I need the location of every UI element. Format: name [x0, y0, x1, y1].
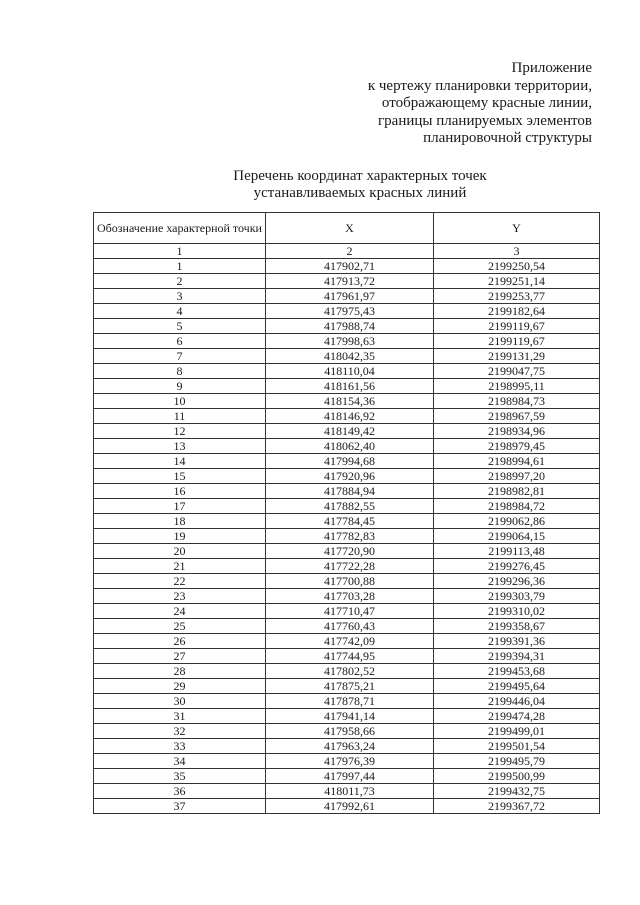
table-row — [94, 559, 600, 574]
header-y: Y — [434, 213, 600, 244]
y-coordinate-cell: 2198984,73 — [434, 394, 600, 409]
x-coordinate-cell: 417720,90 — [266, 544, 434, 559]
y-coordinate-cell: 2199113,48 — [434, 544, 600, 559]
point-number-cell: 5 — [94, 319, 266, 334]
table-row — [94, 499, 600, 514]
y-coordinate-cell: 2199358,67 — [434, 619, 600, 634]
y-coordinate-cell: 2198967,59 — [434, 409, 600, 424]
coordinates-table — [93, 212, 600, 814]
table-row — [94, 604, 600, 619]
point-number-cell: 22 — [94, 574, 266, 589]
y-coordinate-cell: 2199276,45 — [434, 559, 600, 574]
y-coordinate-cell: 2199474,28 — [434, 709, 600, 724]
y-coordinate-cell: 2199182,64 — [434, 304, 600, 319]
x-coordinate-cell: 417998,63 — [266, 334, 434, 349]
x-coordinate-cell: 417878,71 — [266, 694, 434, 709]
point-number-cell: 8 — [94, 364, 266, 379]
table-row — [94, 409, 600, 424]
point-number-cell: 25 — [94, 619, 266, 634]
table-header-row — [94, 213, 600, 244]
x-coordinate-cell: 418149,42 — [266, 424, 434, 439]
y-coordinate-cell: 2199251,14 — [434, 274, 600, 289]
table-row — [94, 634, 600, 649]
table-row — [94, 394, 600, 409]
table-row — [94, 754, 600, 769]
y-coordinate-cell: 2199303,79 — [434, 589, 600, 604]
point-number-cell: 34 — [94, 754, 266, 769]
table-row — [94, 274, 600, 289]
point-number-cell: 12 — [94, 424, 266, 439]
x-coordinate-cell: 417961,97 — [266, 289, 434, 304]
table-row — [94, 619, 600, 634]
point-number-cell: 32 — [94, 724, 266, 739]
point-number-cell: 20 — [94, 544, 266, 559]
table-row — [94, 484, 600, 499]
point-number-cell: 37 — [94, 799, 266, 814]
point-number-cell: 18 — [94, 514, 266, 529]
x-coordinate-cell: 417941,14 — [266, 709, 434, 724]
appendix-caption — [368, 60, 592, 148]
y-coordinate-cell: 2199296,36 — [434, 574, 600, 589]
header-x: X — [266, 213, 434, 244]
point-number-cell: 23 — [94, 589, 266, 604]
table-row — [94, 574, 600, 589]
point-number-cell: 15 — [94, 469, 266, 484]
point-number-cell: 7 — [94, 349, 266, 364]
y-coordinate-cell: 2198997,20 — [434, 469, 600, 484]
point-number-cell: 33 — [94, 739, 266, 754]
y-coordinate-cell: 2199432,75 — [434, 784, 600, 799]
y-coordinate-cell: 2198934,96 — [434, 424, 600, 439]
x-coordinate-cell: 417976,39 — [266, 754, 434, 769]
table-row — [94, 544, 600, 559]
x-coordinate-cell: 417975,43 — [266, 304, 434, 319]
point-number-cell: 21 — [94, 559, 266, 574]
x-coordinate-cell: 417882,55 — [266, 499, 434, 514]
table-row — [94, 649, 600, 664]
x-coordinate-cell: 418042,35 — [266, 349, 434, 364]
x-coordinate-cell: 417782,83 — [266, 529, 434, 544]
x-coordinate-cell: 417902,71 — [266, 259, 434, 274]
point-number-cell: 27 — [94, 649, 266, 664]
table-row — [94, 259, 600, 274]
x-coordinate-cell: 418161,56 — [266, 379, 434, 394]
y-coordinate-cell: 2199495,64 — [434, 679, 600, 694]
point-number-cell: 30 — [94, 694, 266, 709]
table-row — [94, 709, 600, 724]
table-row — [94, 769, 600, 784]
point-number-cell: 28 — [94, 664, 266, 679]
x-coordinate-cell: 417958,66 — [266, 724, 434, 739]
table-row — [94, 679, 600, 694]
table-row — [94, 589, 600, 604]
point-number-cell: 19 — [94, 529, 266, 544]
table-body — [94, 259, 600, 814]
y-coordinate-cell: 2198982,81 — [434, 484, 600, 499]
x-coordinate-cell: 417722,28 — [266, 559, 434, 574]
x-coordinate-cell: 417700,88 — [266, 574, 434, 589]
x-coordinate-cell: 417920,96 — [266, 469, 434, 484]
point-number-cell: 6 — [94, 334, 266, 349]
y-coordinate-cell: 2199367,72 — [434, 799, 600, 814]
x-coordinate-cell: 417784,45 — [266, 514, 434, 529]
table-row — [94, 364, 600, 379]
y-coordinate-cell: 2199062,86 — [434, 514, 600, 529]
table-row — [94, 664, 600, 679]
point-number-cell: 29 — [94, 679, 266, 694]
x-coordinate-cell: 417760,43 — [266, 619, 434, 634]
x-coordinate-cell: 418011,73 — [266, 784, 434, 799]
point-number-cell: 36 — [94, 784, 266, 799]
x-coordinate-cell: 417884,94 — [266, 484, 434, 499]
x-coordinate-cell: 417802,52 — [266, 664, 434, 679]
index-cell: 2 — [266, 244, 434, 259]
x-coordinate-cell: 417742,09 — [266, 634, 434, 649]
y-coordinate-cell: 2199047,75 — [434, 364, 600, 379]
x-coordinate-cell: 417703,28 — [266, 589, 434, 604]
table-row — [94, 469, 600, 484]
index-cell: 3 — [434, 244, 600, 259]
table-index-row — [94, 244, 600, 259]
point-number-cell: 31 — [94, 709, 266, 724]
point-number-cell: 17 — [94, 499, 266, 514]
x-coordinate-cell: 417992,61 — [266, 799, 434, 814]
y-coordinate-cell: 2199391,36 — [434, 634, 600, 649]
point-number-cell: 35 — [94, 769, 266, 784]
y-coordinate-cell: 2198995,11 — [434, 379, 600, 394]
table-row — [94, 739, 600, 754]
table-row — [94, 694, 600, 709]
point-number-cell: 3 — [94, 289, 266, 304]
title-line: Перечень координат характерных точек — [233, 168, 487, 184]
table-row — [94, 424, 600, 439]
y-coordinate-cell: 2199446,04 — [434, 694, 600, 709]
table-row — [94, 439, 600, 454]
point-number-cell: 2 — [94, 274, 266, 289]
y-coordinate-cell: 2199453,68 — [434, 664, 600, 679]
point-number-cell: 10 — [94, 394, 266, 409]
table-row — [94, 379, 600, 394]
table-row — [94, 349, 600, 364]
x-coordinate-cell: 417988,74 — [266, 319, 434, 334]
index-cell: 1 — [94, 244, 266, 259]
x-coordinate-cell: 417963,24 — [266, 739, 434, 754]
y-coordinate-cell: 2198979,45 — [434, 439, 600, 454]
x-coordinate-cell: 417875,21 — [266, 679, 434, 694]
y-coordinate-cell: 2199253,77 — [434, 289, 600, 304]
table-row — [94, 784, 600, 799]
x-coordinate-cell: 418110,04 — [266, 364, 434, 379]
table-row — [94, 799, 600, 814]
title-line: устанавливаемых красных линий — [253, 185, 467, 201]
x-coordinate-cell: 417913,72 — [266, 274, 434, 289]
appendix-line: Приложение — [511, 60, 592, 76]
x-coordinate-cell: 418062,40 — [266, 439, 434, 454]
y-coordinate-cell: 2199064,15 — [434, 529, 600, 544]
point-number-cell: 9 — [94, 379, 266, 394]
appendix-line: планировочной структуры — [423, 130, 592, 146]
point-number-cell: 24 — [94, 604, 266, 619]
header-point: Обозначение характерной точки — [94, 213, 266, 244]
x-coordinate-cell: 417994,68 — [266, 454, 434, 469]
appendix-line: границы планируемых элементов — [378, 112, 592, 129]
table-row — [94, 514, 600, 529]
x-coordinate-cell: 417710,47 — [266, 604, 434, 619]
y-coordinate-cell: 2199499,01 — [434, 724, 600, 739]
appendix-line: отображающему красные линии, — [381, 95, 592, 111]
point-number-cell: 4 — [94, 304, 266, 319]
table-row — [94, 304, 600, 319]
y-coordinate-cell: 2199250,54 — [434, 259, 600, 274]
y-coordinate-cell: 2199119,67 — [434, 319, 600, 334]
appendix-line: к чертежу планировки территории, — [367, 77, 592, 94]
point-number-cell: 13 — [94, 439, 266, 454]
y-coordinate-cell: 2198994,61 — [434, 454, 600, 469]
y-coordinate-cell: 2199131,29 — [434, 349, 600, 364]
y-coordinate-cell: 2198984,72 — [434, 499, 600, 514]
y-coordinate-cell: 2199495,79 — [434, 754, 600, 769]
table-row — [94, 724, 600, 739]
x-coordinate-cell: 418154,36 — [266, 394, 434, 409]
document-title — [0, 168, 640, 202]
table-row — [94, 454, 600, 469]
x-coordinate-cell: 417744,95 — [266, 649, 434, 664]
point-number-cell: 11 — [94, 409, 266, 424]
point-number-cell: 14 — [94, 454, 266, 469]
x-coordinate-cell: 417997,44 — [266, 769, 434, 784]
y-coordinate-cell: 2199501,54 — [434, 739, 600, 754]
y-coordinate-cell: 2199394,31 — [434, 649, 600, 664]
point-number-cell: 16 — [94, 484, 266, 499]
y-coordinate-cell: 2199310,02 — [434, 604, 600, 619]
point-number-cell: 1 — [94, 259, 266, 274]
table-row — [94, 529, 600, 544]
table-row — [94, 334, 600, 349]
y-coordinate-cell: 2199119,67 — [434, 334, 600, 349]
point-number-cell: 26 — [94, 634, 266, 649]
table-row — [94, 319, 600, 334]
table-row — [94, 289, 600, 304]
x-coordinate-cell: 418146,92 — [266, 409, 434, 424]
y-coordinate-cell: 2199500,99 — [434, 769, 600, 784]
